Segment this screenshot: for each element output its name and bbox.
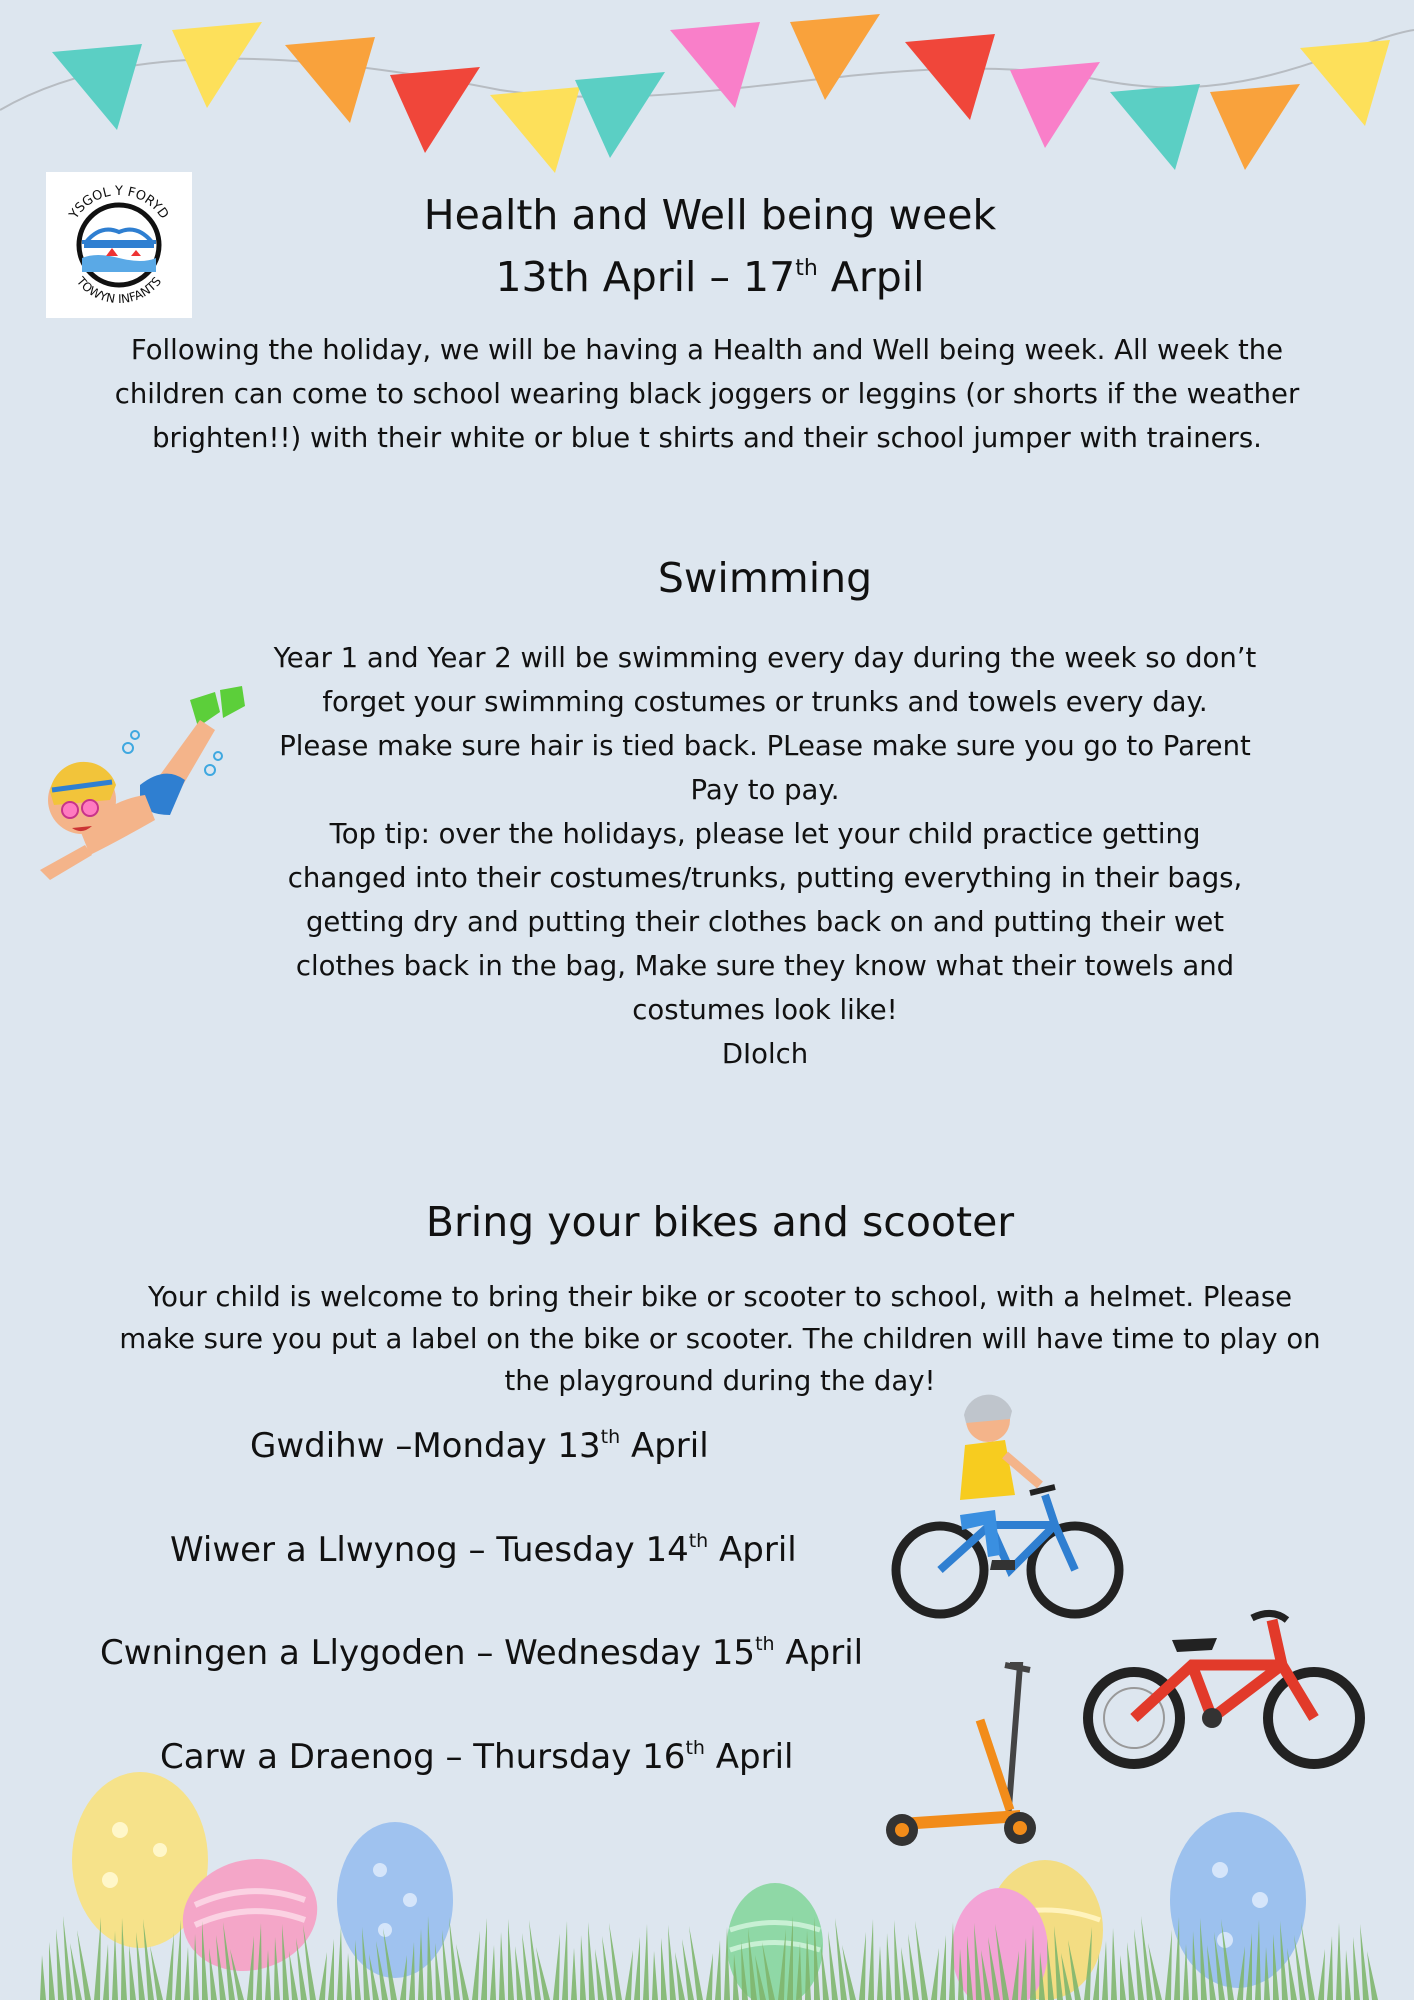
bikes-heading: Bring your bikes and scooter — [425, 1198, 1015, 1246]
bunting-flag — [1110, 84, 1200, 170]
day-line-wednesday — [100, 1630, 863, 1676]
bunting-flag — [670, 22, 760, 108]
grass-blade — [1318, 1949, 1325, 2000]
grass-blade — [901, 1947, 910, 2000]
bikes-paragraph: Your child is welcome to bring their bike or scooter to school, with a helmet. Please make sure you put a label on the bike or scooter. The children will have time to play on the playground during the day! — [119, 1281, 1321, 1397]
grass-blade — [562, 1921, 568, 2000]
day-line-text-end: April — [620, 1426, 709, 1466]
grass-blade — [1165, 1930, 1172, 2000]
grass-blade — [1336, 1923, 1342, 2000]
grass-blade — [668, 1925, 676, 2000]
swimmer-illustration — [40, 680, 250, 900]
date-range — [330, 246, 1090, 308]
bunting-flag — [1010, 62, 1100, 148]
swimming-line: getting dry and putting their clothes back on and putting their wet — [305, 906, 1225, 938]
page-title: Health and Well being week — [423, 191, 997, 239]
grass-blade — [1120, 1955, 1126, 2000]
swimming-line: changed into their costumes/trunks, putting everything in their bags, — [287, 862, 1243, 894]
day-line-text: Wiwer a Llwynog – Tuesday 14 — [170, 1530, 689, 1570]
grass-blade — [481, 1918, 487, 2000]
grass-blade — [1327, 1936, 1333, 2000]
day-line-text-end: April — [708, 1530, 797, 1570]
grass-blade — [522, 1933, 532, 2000]
grass-blade — [129, 1945, 136, 2000]
grass-blade — [103, 1944, 109, 2000]
grass-blade — [634, 1937, 640, 2000]
bunting-decoration — [0, 0, 1414, 200]
grass-blade — [1353, 1937, 1360, 2000]
grass-blade — [886, 1933, 892, 2000]
swimming-text — [255, 636, 1275, 1076]
grass-blade — [184, 1947, 190, 2000]
grass-blade — [940, 1935, 946, 2000]
grass-blade — [166, 1933, 174, 2000]
day-line-sup: th — [685, 1737, 705, 1759]
grass-blade — [490, 1945, 496, 2000]
grass-blade — [595, 1949, 604, 2000]
grass-blade — [1367, 1951, 1378, 2000]
grass-blade — [346, 1953, 352, 2000]
grass-blade — [319, 1952, 327, 2000]
swimming-line: Year 1 and Year 2 will be swimming every day during the week so don’t — [273, 642, 1257, 674]
bunting-flag — [575, 72, 665, 158]
grass-blade — [49, 1942, 55, 2000]
bunting-flag — [172, 22, 262, 108]
school-logo — [46, 172, 192, 318]
swimming-line: Pay to pay. — [690, 774, 840, 806]
bunting-flag — [390, 67, 480, 153]
grass-blade — [63, 1916, 73, 2000]
day-line-thursday — [160, 1734, 793, 1780]
swimming-line: clothes back in the bag, Make sure they know what their towels and — [295, 950, 1235, 982]
swimming-line: Please make sure hair is tied back. PLease make sure you go to Parent — [279, 730, 1251, 762]
day-line-text: Cwningen a Llygoden – Wednesday 15 — [100, 1633, 756, 1673]
grass-blade — [643, 1924, 649, 2000]
red-bike-illustration — [1082, 1600, 1372, 1780]
logo-bottom-text: TOWYN INFANTS — [73, 274, 165, 307]
date-range-start: 13th April – 17 — [495, 253, 796, 301]
date-range-end: Arpil — [817, 253, 925, 301]
grass-blade — [1111, 1928, 1117, 2000]
grass-blade — [328, 1939, 334, 2000]
grass-blade — [868, 1919, 874, 2000]
grass-blade — [859, 1932, 866, 2000]
day-line-text: Gwdihw –Monday 13 — [250, 1426, 601, 1466]
swimming-line: DIolch — [721, 1038, 809, 1070]
bunting-flag — [285, 37, 375, 123]
bunting-flag — [790, 14, 880, 100]
grass-blade — [588, 1922, 595, 2000]
grass-blade — [337, 1926, 343, 2000]
swimming-line: Top tip: over the holidays, please let your child practice getting — [329, 818, 1201, 850]
day-line-sup: th — [600, 1426, 621, 1448]
grass-blade — [1360, 1924, 1369, 2000]
swimming-heading: Swimming — [657, 554, 873, 602]
day-line-sup: th — [755, 1633, 775, 1655]
grass-blade — [625, 1950, 633, 2000]
grass-blade — [652, 1951, 658, 2000]
grass-blade — [706, 1953, 713, 2000]
day-line-text-end: April — [704, 1737, 794, 1777]
grass-blade — [1287, 1948, 1297, 2000]
grass-blade — [472, 1931, 480, 2000]
grass-blade — [661, 1938, 667, 2000]
bunting-flag — [490, 87, 580, 173]
bunting-flag — [52, 44, 142, 130]
day-line-text-end: April — [774, 1633, 864, 1673]
grass-blade — [40, 1955, 46, 2000]
intro-paragraph: Following the holiday, we will be having a Health and Well being week. All week the children can come to school wearing black joggers or leggins (or shorts if the weather brighten!!) with their white or blue t shirts and their school jumper with trainers. — [114, 334, 1300, 454]
grass-blade — [675, 1952, 685, 2000]
swimming-line: costumes look like! — [632, 994, 898, 1026]
bunting-flag — [1210, 84, 1300, 170]
grass-blade — [1127, 1942, 1135, 2000]
grass-blade — [877, 1946, 883, 2000]
grass-blade — [1345, 1950, 1351, 2000]
grass-blade — [580, 1935, 586, 2000]
scooter-illustration — [880, 1660, 1060, 1850]
logo-top-text: YSGOL Y FORYD — [66, 183, 172, 222]
swimming-line: forget your swimming costumes or trunks and towels every day. — [322, 686, 1208, 718]
grass-blade — [1102, 1941, 1108, 2000]
grass-blade — [571, 1948, 577, 2000]
day-line-tuesday — [170, 1527, 797, 1573]
grass-blade — [828, 1931, 838, 2000]
grass-blade — [931, 1948, 939, 2000]
bunting-flag — [905, 34, 995, 120]
day-line-monday — [250, 1423, 709, 1469]
grass-blade — [56, 1929, 64, 2000]
grass-blade — [289, 1951, 298, 2000]
grass-blade — [508, 1919, 514, 2000]
grass-blade — [715, 1940, 721, 2000]
grass-blade — [499, 1932, 505, 2000]
date-range-sup: th — [795, 256, 818, 281]
grass-blade — [553, 1934, 560, 2000]
day-line-sup: th — [688, 1530, 709, 1552]
day-line-text: Carw a Draenog – Thursday 16 — [160, 1737, 686, 1777]
grass-blade — [894, 1920, 901, 2000]
grass-blade — [515, 1946, 523, 2000]
bunting-flag — [1300, 40, 1390, 126]
child-on-bike-illustration — [880, 1375, 1140, 1635]
grass-blade — [1134, 1929, 1144, 2000]
